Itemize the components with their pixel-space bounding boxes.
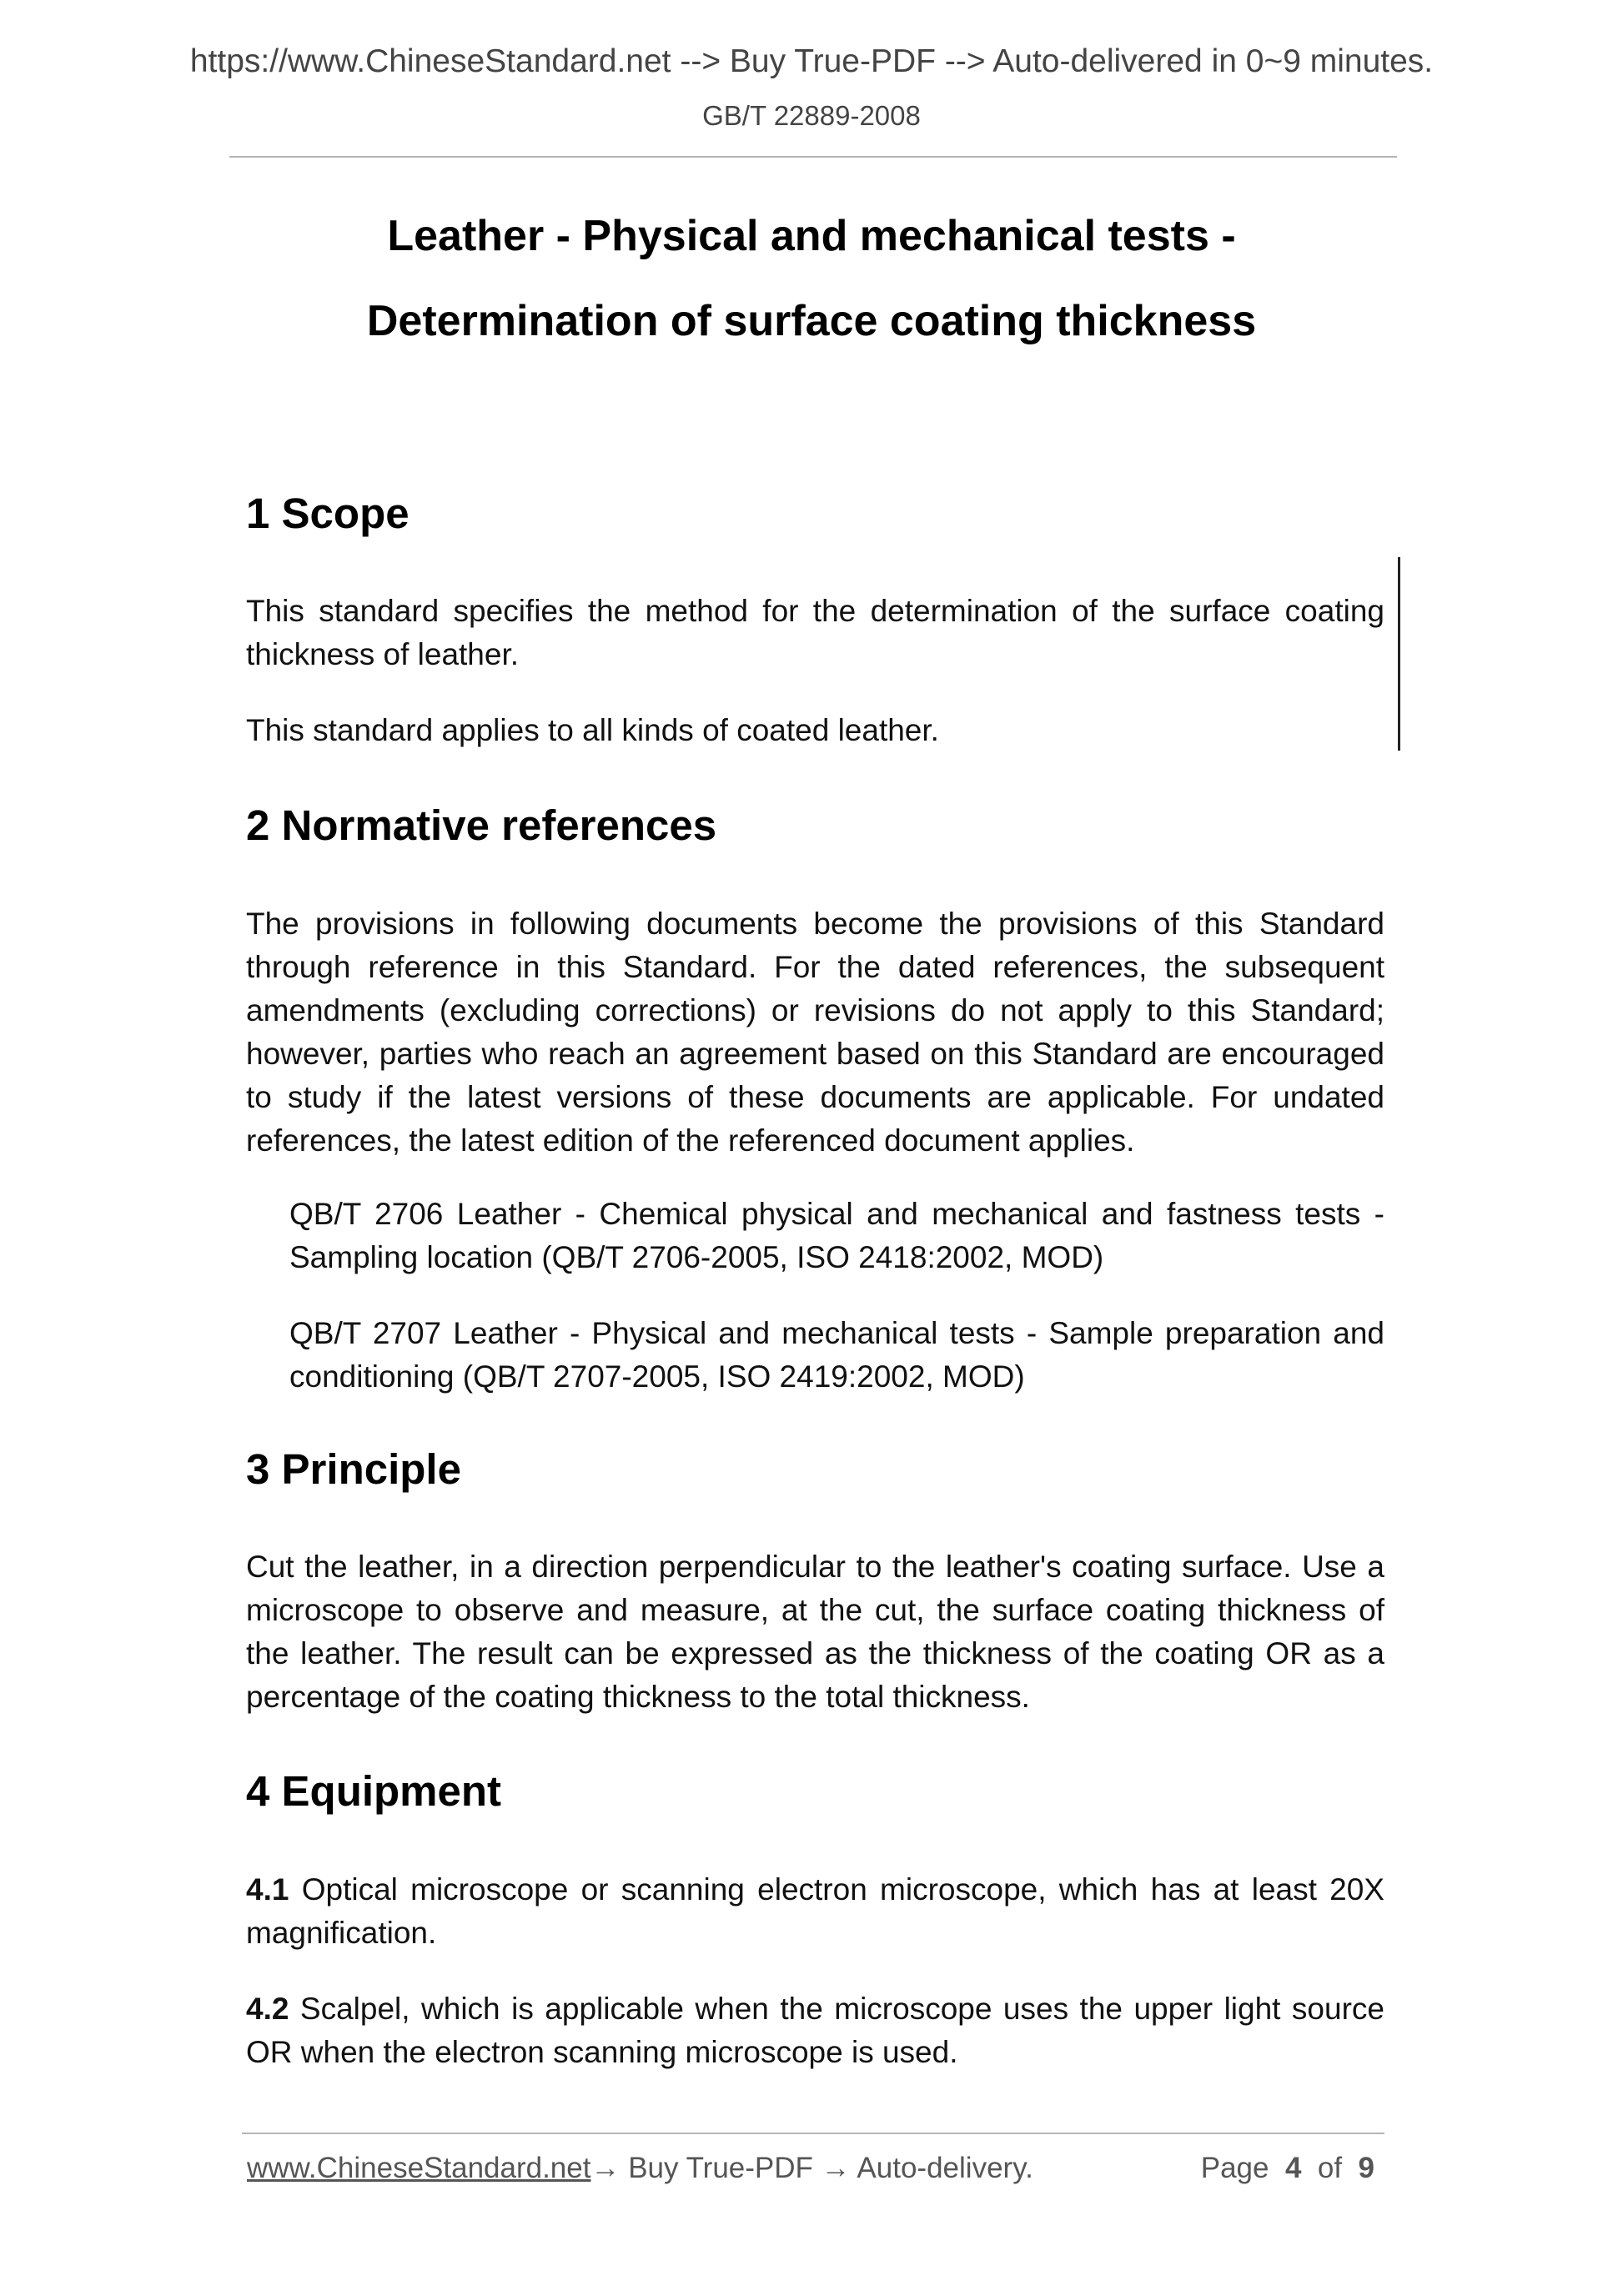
section-heading-normative-references: 2 Normative references [246,801,717,849]
header-rule [229,156,1397,158]
principle-paragraph: Cut the leather, in a direction perpendicular to the leather's coating surface. Use a microscope to observe and measure, at the cut, the surface coating thickness of the leather. The result can be expressed as the thickness of the coating OR as a percentage of the coating thickness to the total thickness. [246,1550,1384,1714]
references-paragraph: The provisions in following documents become the provisions of this Standard through reference in this Standard. For the dated references, the subsequent amendments (excluding corrections) or revisions do not apply to this Standard; however, parties who reach an agreement based on this Standard are encouraged to study if the latest versions of these documents are applicable. For undated references, the latest edition of the referenced document applies. [246,907,1384,1158]
section-heading-equipment: 4 Equipment [246,1767,502,1815]
arrow-right-icon: → [821,2152,851,2184]
section-heading-principle: 3 Principle [246,1445,461,1493]
footer-left [247,2152,1033,2185]
footer-site-link[interactable]: www.ChineseStandard.net [247,2152,591,2184]
arrow-right-icon: → [590,2152,621,2184]
footer-rule [242,2133,1384,2134]
current-page-number: 4 [1284,2152,1302,2184]
footer-buy-text: Buy True-PDF [620,2152,822,2184]
reference-item-qbt-2707: QB/T 2707 Leather - Physical and mechanical tests - Sample preparation and conditioning (QB/T 2707-2005, ISO 2419:2002, MOD) [289,1316,1384,1394]
scope-paragraph-1: This standard specifies the method for the determination of the surface coating thickness of leather. [246,594,1384,671]
total-pages: 9 [1358,2152,1374,2184]
page-indicator [1201,2152,1374,2185]
equipment-item-4-2 [246,1987,1384,2074]
equipment-item-4-1 [246,1868,1384,1955]
equipment-item-text: Optical microscope or scanning electron microscope, which has at least 20X magnification. [246,1872,1384,1950]
section-heading-scope: 1 Scope [246,490,410,537]
document-title-line-2: Determination of surface coating thickness [366,297,1257,345]
reference-item-qbt-2706: QB/T 2706 Leather - Chemical physical and mechanical and fastness tests - Sampling location (QB/T 2706-2005, ISO 2418:2002, MOD) [289,1197,1384,1274]
equipment-item-number: 4.1 [246,1872,289,1907]
equipment-item-number: 4.2 [246,1992,289,2026]
of-label: of [1317,2152,1343,2184]
page-label: Page [1200,2152,1269,2184]
revision-change-bar [1398,557,1400,751]
standard-code: GB/T 22889-2008 [702,100,921,131]
header-banner: https://www.ChineseStandard.net --> Buy True-PDF --> Auto-delivered in 0~9 minutes. [189,43,1434,79]
document-title-line-1: Leather - Physical and mechanical tests - [387,212,1236,260]
equipment-item-text: Scalpel, which is applicable when the microscope uses the upper light source OR when the electron scanning microscope is used. [246,1992,1384,2069]
scope-paragraph-2: This standard applies to all kinds of coated leather. [246,713,939,747]
footer-delivery-text: Auto-delivery. [850,2152,1033,2184]
